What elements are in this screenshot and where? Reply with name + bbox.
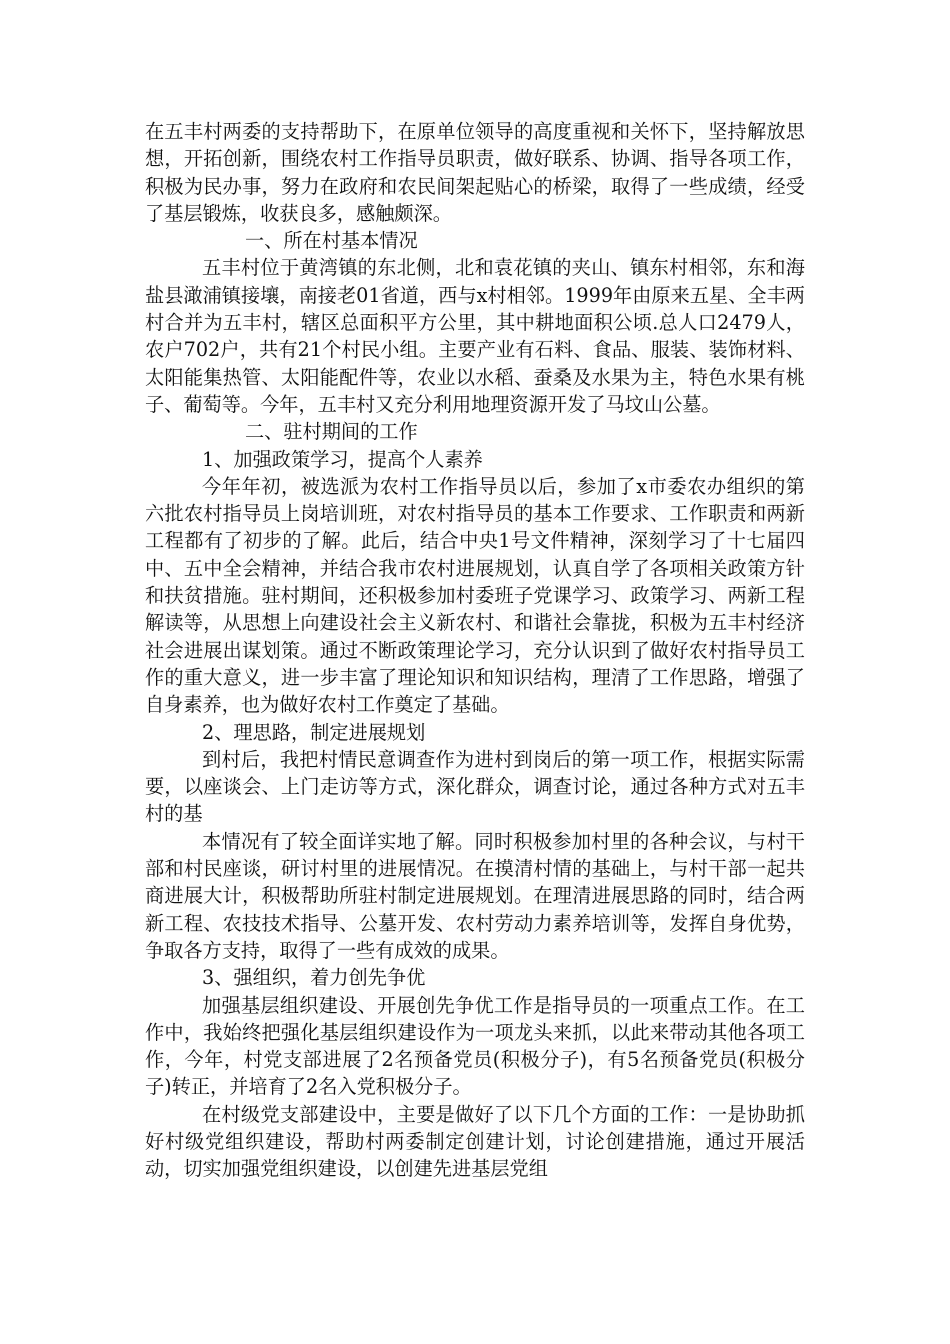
subheading-organization: 3、强组织，着力创先争优 bbox=[202, 966, 426, 990]
paragraph-organization-2: 在村级党支部建设中，主要是做好了以下几个方面的工作：一是协助抓好村级党组织建设，帮助村两委制定创建计划，讨论创建措施，通过开展活动，切实加强党组织建设，以创建先进基层党组 bbox=[145, 1102, 805, 1181]
section-heading-work: 二、驻村期间的工作 bbox=[245, 420, 418, 444]
paragraph-policy-study: 今年年初，被选派为农村工作指导员以后，参加了x市委农办组织的第六批农村指导员上岗培训班，对农村指导员的基本工作要求、工作职责和两新工程都有了初步的了解。此后，结合中央1号文件精神，深刻学习了十七届四中、五中全会精神，并结合我市农村进展规划，认真自学了各项相关政策方针和扶贫措施。驻村期间，还积极参加村委班子党课学习、政策学习、两新工程解读等，从思想上向建设社会主义新农村、和谐社会靠拢，积极为五丰村经济社会进展出谋划策。通过不断政策理论学习，充分认识到了做好农村指导员工作的重大意义，进一步丰富了理论知识和知识结构，理清了工作思路，增强了自身素养，也为做好农村工作奠定了基础。 bbox=[145, 474, 805, 717]
subheading-planning: 2、理思路，制定进展规划 bbox=[202, 720, 426, 744]
subheading-policy-study: 1、加强政策学习，提高个人素养 bbox=[202, 447, 483, 471]
paragraph-village-overview: 五丰村位于黄湾镇的东北侧，北和袁花镇的夹山、镇东村相邻，东和海盐县澉浦镇接壤，南接老01省道，西与x村相邻。1999年由原来五星、全丰两村合并为五丰村，辖区总面积平方公里，其中耕地面积公顷.总人口2479人，农户702户，共有21个村民小组。主要产业有石料、食品、服装、装饰材料、太阳能集热管、太阳能配件等，农业以水稻、蚕桑及水果为主，特色水果有桃子、葡萄等。今年，五丰村又充分利用地理资源开发了马坟山公墓。 bbox=[145, 256, 805, 416]
document-body bbox=[145, 118, 805, 1183]
section-heading-village-overview: 一、所在村基本情况 bbox=[245, 229, 418, 253]
paragraph-planning-2: 本情况有了较全面详实地了解。同时积极参加村里的各种会议，与村干部和村民座谈，研讨村里的进展情况。在摸清村情的基础上，与村干部一起共商进展大计，积极帮助所驻村制定进展规划。在理清进展思路的同时，结合两新工程、农技技术指导、公墓开发、农村劳动力素养培训等，发挥自身优势，争取各方支持，取得了一些有成效的成果。 bbox=[145, 829, 805, 962]
paragraph-organization-1: 加强基层组织建设、开展创先争优工作是指导员的一项重点工作。在工作中，我始终把强化基层组织建设作为一项龙头来抓，以此来带动其他各项工作，今年，村党支部进展了2名预备党员(积极分子)，有5名预备党员(积极分子)转正，并培育了2名入党积极分子。 bbox=[145, 993, 805, 1099]
paragraph-planning-1: 到村后，我把村情民意调查作为进村到岗后的第一项工作，根据实际需要，以座谈会、上门走访等方式，深化群众，调查讨论，通过各种方式对五丰村的基 bbox=[145, 747, 805, 826]
paragraph-intro: 在五丰村两委的支持帮助下，在原单位领导的高度重视和关怀下，坚持解放思想，开拓创新，围绕农村工作指导员职责，做好联系、协调、指导各项工作，积极为民办事，努力在政府和农民间架起贴心的桥梁，取得了一些成绩，经受了基层锻炼，收获良多，感触颇深。 bbox=[145, 120, 805, 225]
